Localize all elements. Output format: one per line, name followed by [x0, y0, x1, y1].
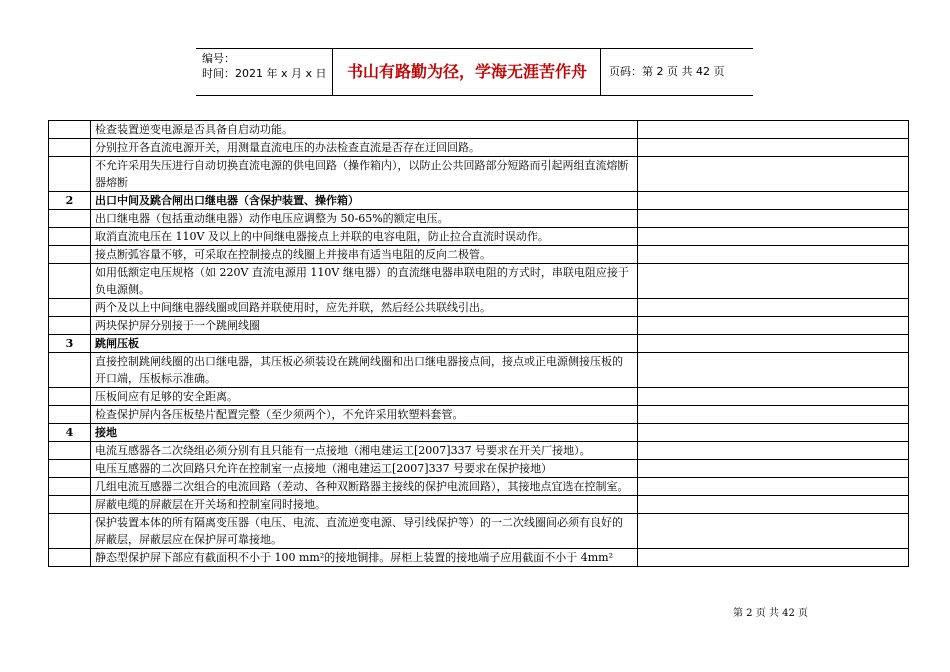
table-row — [49, 317, 909, 335]
table-row — [49, 157, 909, 192]
row-number — [49, 478, 91, 496]
row-number — [49, 299, 91, 317]
row-remark-cell — [638, 353, 909, 388]
row-remark-cell — [638, 424, 909, 442]
row-remark-cell — [638, 192, 909, 210]
row-remark-cell — [638, 406, 909, 424]
row-number — [49, 496, 91, 514]
row-text: 屏蔽电缆的屏蔽层在开关场和控制室同时接地。 — [91, 496, 638, 514]
row-number — [49, 210, 91, 228]
row-text: 检查保护屏内各压板垫片配置完整（至少须两个），不允许采用软塑料套管。 — [91, 406, 638, 424]
row-number: 2 — [49, 192, 91, 210]
row-remark-cell — [638, 139, 909, 157]
row-number — [49, 549, 91, 567]
row-number: 4 — [49, 424, 91, 442]
row-remark-cell — [638, 478, 909, 496]
row-number — [49, 264, 91, 299]
header-page-info: 页码：第 2 页 共 42 页 — [609, 65, 725, 78]
row-text: 直接控制跳闸线圈的出口继电器，其压板必须装设在跳闸线圈和出口继电器接点间，接点或正电源侧接压板的开口端，压板标示准确。 — [91, 353, 638, 388]
table-row — [49, 121, 909, 139]
row-text: 跳闸压板 — [91, 335, 638, 353]
row-text: 电压互感器的二次回路只允许在控制室一点接地（湘电建运工[2007]337 号要求在保护接地） — [91, 460, 638, 478]
row-number — [49, 121, 91, 139]
row-remark-cell — [638, 264, 909, 299]
row-number — [49, 246, 91, 264]
row-remark-cell — [638, 549, 909, 567]
table-row — [49, 406, 909, 424]
header-meta — [196, 49, 333, 95]
row-remark-cell — [638, 246, 909, 264]
row-text: 分别拉开各直流电源开关，用测量直流电压的办法检查直流是否存在迂回回路。 — [91, 139, 638, 157]
row-remark-cell — [638, 317, 909, 335]
table-row — [49, 442, 909, 460]
table-row — [49, 299, 909, 317]
table-row — [49, 246, 909, 264]
row-number — [49, 388, 91, 406]
section-row — [49, 335, 909, 353]
table-row — [49, 460, 909, 478]
table-row — [49, 264, 909, 299]
row-remark-cell — [638, 210, 909, 228]
doc-time-label: 时间：2021 年 x 月 x 日 — [202, 67, 327, 80]
row-text: 两个及以上中间继电器线圈或回路并联使用时，应先并联，然后经公共联线引出。 — [91, 299, 638, 317]
row-text: 检查装置逆变电源是否具备自启动功能。 — [91, 121, 638, 139]
row-remark-cell — [638, 442, 909, 460]
row-number — [49, 139, 91, 157]
table-row — [49, 353, 909, 388]
table-row — [49, 478, 909, 496]
row-text: 取消直流电压在 110V 及以上的中间继电器接点上并联的电容电阻，防止拉合直流时误动作。 — [91, 228, 638, 246]
row-text: 几组电流互感器二次组合的电流回路（差动、各种双断路器主接线的保护电流回路），其接地点宜选在控制室。 — [91, 478, 638, 496]
row-remark-cell — [638, 460, 909, 478]
doc-number-label: 编号： — [202, 52, 235, 65]
row-text: 静态型保护屏下部应有截面积不小于 100 mm²的接地铜排。屏柜上装置的接地端子应用截面不小于 4mm² — [91, 549, 638, 567]
row-text: 出口继电器（包括重动继电器）动作电压应调整为 50-65%的额定电压。 — [91, 210, 638, 228]
table-row — [49, 210, 909, 228]
row-number — [49, 353, 91, 388]
checklist-table — [48, 120, 909, 567]
row-remark-cell — [638, 388, 909, 406]
section-row — [49, 424, 909, 442]
row-remark-cell — [638, 121, 909, 139]
table-row — [49, 388, 909, 406]
row-number — [49, 406, 91, 424]
table-row — [49, 496, 909, 514]
row-remark-cell — [638, 157, 909, 192]
page-header — [196, 48, 753, 96]
row-text: 接点断弧容量不够，可采取在控制接点的线圈上并接串有适当电阻的反向二极管。 — [91, 246, 638, 264]
section-row — [49, 192, 909, 210]
row-number — [49, 460, 91, 478]
row-text: 如用低额定电压规格（如 220V 直流电源用 110V 继电器）的直流继电器串联电阻的方式时，串联电阻应接于负电源侧。 — [91, 264, 638, 299]
row-text: 电流互感器各二次绕组必须分别有且只能有一点接地（湘电建运工[2007]337 号要求在开关厂接地）。 — [91, 442, 638, 460]
row-number — [49, 514, 91, 549]
row-text: 接地 — [91, 424, 638, 442]
table-row — [49, 549, 909, 567]
row-text: 出口中间及跳合闸出口继电器（含保护装置、操作箱） — [91, 192, 638, 210]
row-remark-cell — [638, 299, 909, 317]
table-row — [49, 139, 909, 157]
table-row — [49, 514, 909, 549]
table-row — [49, 228, 909, 246]
row-remark-cell — [638, 335, 909, 353]
checklist-body — [49, 121, 909, 567]
row-number — [49, 157, 91, 192]
row-number — [49, 442, 91, 460]
row-text: 保护装置本体的所有隔离变压器（电压、电流、直流逆变电源、导引线保护等）的一二次线圈间必须有良好的屏蔽层，屏蔽层应在保护屏可靠接地。 — [91, 514, 638, 549]
row-remark-cell — [638, 228, 909, 246]
row-number — [49, 228, 91, 246]
row-number: 3 — [49, 335, 91, 353]
row-text: 不允许采用失压进行自动切换直流电源的供电回路（操作箱内），以防止公共回路部分短路而引起两组直流熔断器熔断 — [91, 157, 638, 192]
row-text: 压板间应有足够的安全距离。 — [91, 388, 638, 406]
row-text: 两块保护屏分别接于一个跳闸线圈 — [91, 317, 638, 335]
row-remark-cell — [638, 496, 909, 514]
row-remark-cell — [638, 514, 909, 549]
page-footer: 第 2 页 共 42 页 — [733, 608, 808, 619]
row-number — [49, 317, 91, 335]
header-motto: 书山有路勤为径，学海无涯苦作舟 — [334, 49, 601, 95]
